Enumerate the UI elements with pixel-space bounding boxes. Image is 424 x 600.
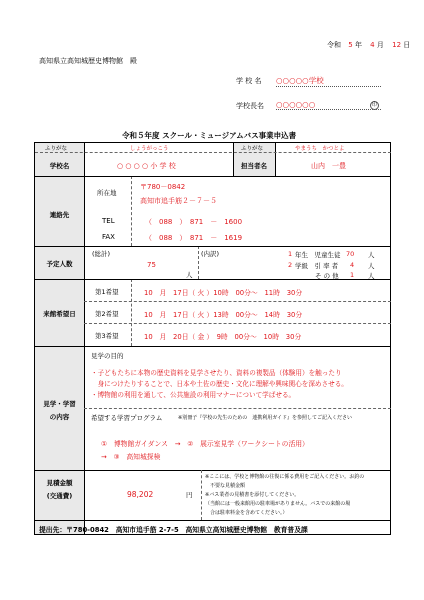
principal-value: ○○○○○○ — [276, 100, 381, 110]
form-title: 令和５年度 スクール・ミュージアムバス事業申込書 — [122, 131, 297, 140]
person-value: 山内 一豊 — [311, 162, 346, 170]
other-count: 1 — [350, 271, 355, 279]
total-label: (総計) — [92, 250, 111, 258]
fee-note-5: 合は駐車料金を含めてください。） — [205, 510, 288, 516]
other-unit: 人 — [368, 272, 375, 280]
fee-unit: 円 — [186, 491, 193, 499]
students-unit: 人 — [368, 251, 375, 259]
fee-note-4: （当館には一般来館用の駐車場がありません。バスでの来館の場 — [205, 501, 351, 507]
address-value: 高知市追手筋２－７－５ — [140, 197, 217, 205]
date-line — [327, 40, 410, 50]
date-year: 5 — [348, 41, 353, 49]
date-month-unit: 月 — [376, 41, 384, 49]
choice-2-value: 10 月 17日（ 火 ）13時 00分～ 14時 30分 — [144, 311, 303, 319]
program-title: 希望する学習プログラム — [91, 414, 163, 422]
school-value: ○ ○ ○ ○ 小 学 校 — [117, 162, 176, 170]
furigana-label-person: ふりがな — [241, 146, 264, 152]
school-name-value: ○○○○○学校 — [276, 75, 381, 87]
other-label: そ の 他 — [315, 272, 339, 280]
submission-footer: 提出先：〒780-0842 高知市追手筋 2-7-5 高知県立高知城歴史博物館 教育普及課 — [39, 526, 308, 534]
fax-label: FAX — [102, 233, 115, 241]
breakdown-label: (内訳) — [201, 250, 220, 258]
addressee: 高知県立高知城歴史博物館 殿 — [39, 57, 137, 65]
class-text: 学級 引 率 者 — [295, 262, 339, 270]
seal-mark: 印 — [371, 102, 377, 108]
postal-code: 〒780－0842 — [140, 183, 186, 191]
choice-1-value: 10 月 17日（ 火 ）10時 00分～ 11時 30分 — [144, 289, 303, 297]
count-label: 予定人数 — [46, 260, 73, 268]
students-count: 70 — [346, 250, 355, 258]
purpose-title: 見学の目的 — [91, 352, 124, 360]
label-column-bg — [35, 143, 84, 534]
person-furigana: やまうち かつとよ — [295, 146, 345, 152]
choice-3-value: 10 月 20日（ 金 ） 9時 00分～ 10時 30分 — [144, 333, 302, 341]
choice-2-label: 第2希望 — [95, 310, 119, 318]
grade-text: 年生 児童生徒 — [295, 251, 341, 259]
teachers-unit: 人 — [368, 262, 375, 270]
purpose-section-label-2: の内容 — [49, 413, 70, 421]
purpose-line-2: 身につけたりすることで、日本や土佐の歴史・文化に理解や興味関心を深めさせる。 — [91, 380, 348, 388]
total-value: 75 — [147, 261, 156, 269]
grade-number: 1 — [288, 250, 293, 258]
purpose-line-1: ・子どもたちに本物の歴史資料を見学させたり、資料の複製品（体験用）を触ったり — [91, 369, 342, 377]
school-label: 学校名 — [49, 162, 70, 170]
tel-label: TEL — [102, 217, 115, 225]
teachers-count: 4 — [350, 261, 355, 269]
program-line-1: ① 博物館ガイダンス → ② 展示室見学（ワークシートの活用） — [101, 440, 309, 448]
choice-1-label: 第1希望 — [95, 288, 119, 296]
school-furigana: しょうがっこう — [130, 146, 169, 152]
date-day: 12 — [392, 41, 402, 49]
class-number: 2 — [288, 261, 293, 269]
furigana-label-school: ふりがな — [45, 146, 68, 152]
fee-note-3: ※バス業者の見積書を添付してください。 — [205, 492, 300, 498]
person-label: 担当者名 — [241, 162, 267, 170]
contact-label: 連絡先 — [49, 211, 70, 219]
fee-note-1: ※ここには、学校と博物館の往復に係る費用をご記入ください。お釣の — [205, 474, 365, 480]
program-line-2: → ③ 高知城探検 — [101, 453, 161, 461]
fee-label-1: 見積金額 — [46, 479, 73, 487]
program-note: ※別冊子『学校の先生のための 連携利用ガイド』を参照してご記入ください — [178, 415, 353, 421]
school-name-label: 学 校 名 — [236, 77, 262, 85]
fee-note-2: 不要な見積金額 — [205, 483, 246, 489]
principal-label: 学校長名 — [236, 102, 264, 110]
purpose-section-label-1: 見学・学習 — [43, 400, 76, 408]
fax-value: （ 088 ） 871 － 1619 — [145, 234, 243, 242]
purpose-line-3: ・博物館の利用を通して、公共施設の利用マナーについて学ばせる。 — [91, 391, 296, 399]
date-year-unit: 年 — [354, 41, 362, 49]
date-era: 令和 — [327, 41, 341, 49]
total-unit: 人 — [186, 271, 193, 279]
date-day-unit: 日 — [403, 41, 411, 49]
choice-3-label: 第3希望 — [95, 332, 119, 340]
dates-label: 来館希望日 — [43, 310, 76, 318]
address-label: 所在地 — [97, 189, 117, 197]
fee-label-2: (交通費) — [46, 492, 73, 500]
fee-value: 98,202 — [127, 490, 154, 499]
tel-value: （ 088 ） 871 － 1600 — [145, 218, 243, 226]
date-month: 4 — [370, 41, 375, 49]
